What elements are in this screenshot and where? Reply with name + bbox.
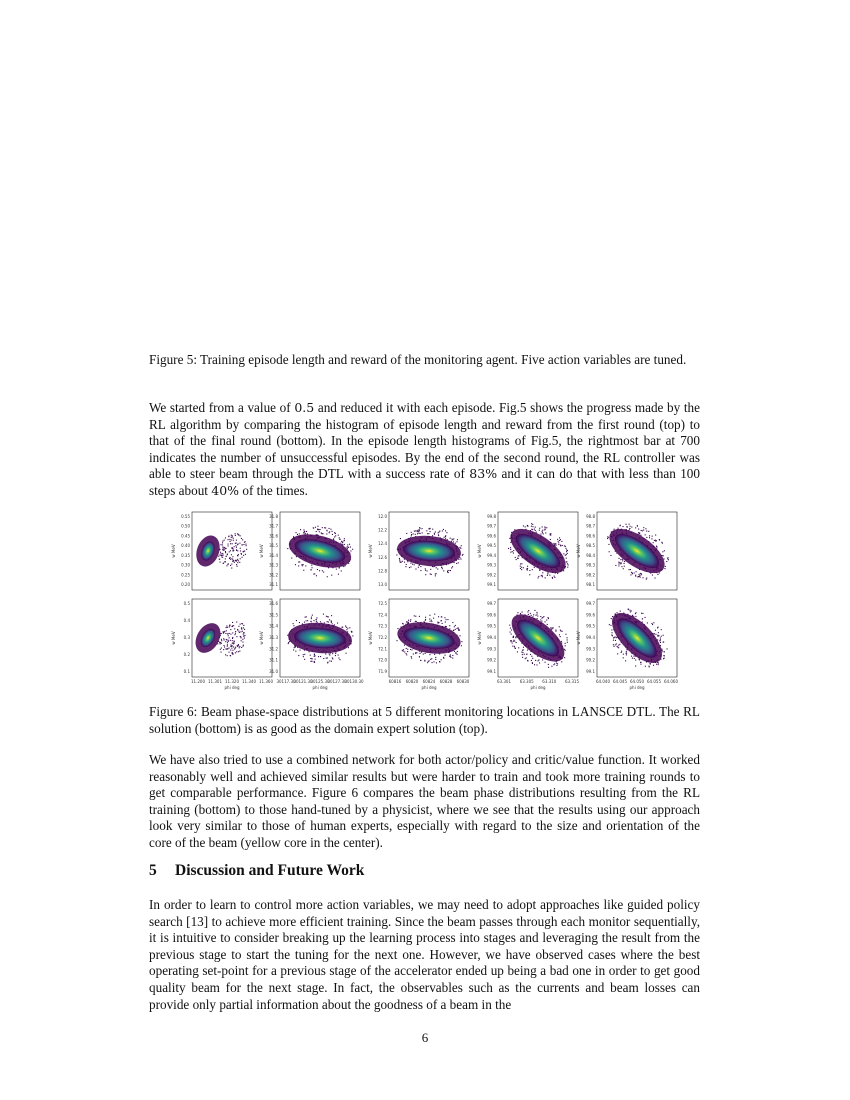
y-tick-label: 99.4	[487, 552, 496, 558]
y-tick-label: 98.7	[586, 523, 595, 529]
y-tick-label: 99.2	[487, 657, 496, 663]
x-tick-label: 63.310	[542, 679, 557, 684]
x-axis-label: phi deg	[530, 685, 546, 690]
x-axis-label: phi deg	[421, 685, 437, 690]
y-tick-label: 0.5	[183, 601, 190, 606]
x-tick-label: 30125.30	[310, 679, 330, 684]
y-tick-label: 99.3	[487, 562, 496, 568]
section-number: 5	[149, 862, 157, 879]
figure-5-caption: Figure 5: Training episode length and reward of the monitoring agent. Five action variables are tuned.	[149, 352, 687, 367]
phase-space-panel-rl-3	[368, 599, 470, 690]
x-tick-label: 63.315	[565, 679, 579, 684]
figure-6-caption: Figure 6: Beam phase-space distributions at 5 different monitoring locations in LANSCE DTL. The RL solution (bottom) is as good as the domain expert solution (top).	[149, 704, 700, 736]
y-tick-label: 71.9	[378, 669, 387, 674]
y-tick-label: 12.0	[378, 514, 387, 519]
x-tick-label: 60828	[439, 679, 453, 684]
x-tick-label: 64.055	[647, 679, 661, 684]
y-tick-label: 99.5	[487, 623, 496, 629]
phase-space-panel-rl-2	[259, 599, 364, 690]
phase-space-panel-expert-1	[171, 512, 272, 590]
x-tick-label: 63.301	[497, 679, 511, 684]
para1-text-1: We started from a value of	[149, 400, 295, 415]
x-tick-label: 60824	[422, 679, 436, 684]
x-tick-label: 11.360	[259, 679, 273, 684]
y-tick-label: 99.5	[586, 623, 595, 629]
y-tick-label: 99.6	[487, 533, 496, 539]
y-tick-label: 98.4	[586, 552, 595, 558]
y-tick-label: 0.55	[181, 514, 190, 519]
y-tick-label: 99.4	[586, 635, 595, 640]
y-tick-label: 99.2	[586, 657, 595, 663]
y-tick-label: 99.6	[586, 612, 595, 618]
y-axis-label: w MeV	[576, 631, 581, 645]
y-tick-label: 0.35	[181, 552, 190, 558]
y-tick-label: 0.30	[181, 562, 190, 568]
x-tick-label: 30130.30	[344, 679, 364, 684]
phase-space-panel-expert-2	[259, 512, 360, 590]
x-tick-label: 64.045	[613, 679, 627, 684]
y-tick-label: 31.1	[269, 657, 278, 663]
y-tick-label: 72.3	[378, 623, 387, 629]
y-tick-label: 98.5	[586, 543, 595, 549]
y-tick-label: 72.1	[378, 646, 387, 652]
x-axis-label: phi deg	[312, 685, 328, 690]
figure-6-phase-space-grid	[170, 508, 680, 694]
y-tick-label: 99.4	[487, 635, 496, 640]
x-tick-label: 11.301	[208, 679, 222, 684]
y-tick-label: 31.1	[269, 582, 278, 587]
x-tick-label: 30117.30	[276, 679, 296, 684]
y-tick-label: 98.8	[586, 514, 595, 519]
phase-space-panel-expert-3	[368, 512, 469, 590]
y-tick-label: 99.8	[487, 514, 496, 519]
y-tick-label: 99.7	[487, 601, 496, 606]
para1-text-3: and it can do that with less than 100 steps about	[149, 466, 700, 498]
y-tick-label: 0.20	[181, 582, 190, 587]
y-tick-label: 99.5	[487, 543, 496, 549]
y-tick-label: 31.5	[269, 612, 278, 618]
y-axis-label: w MeV	[259, 544, 264, 558]
y-tick-label: 99.2	[487, 572, 496, 578]
y-tick-label: 31.6	[269, 533, 278, 539]
phase-space-panel-expert-4	[477, 512, 578, 590]
y-tick-label: 72.5	[378, 601, 387, 606]
y-axis-label: w MeV	[477, 544, 482, 558]
y-tick-label: 12.4	[378, 541, 387, 547]
y-tick-label: 31.3	[269, 562, 278, 568]
y-tick-label: 0.1	[183, 669, 190, 674]
x-tick-label: 60820	[405, 679, 419, 684]
y-tick-label: 31.6	[269, 601, 278, 606]
y-tick-label: 72.4	[378, 612, 387, 618]
y-axis-label: w MeV	[477, 631, 482, 645]
y-tick-label: 0.4	[183, 618, 190, 623]
para1-text-2: and reduced it with each episode. Fig.5 shows the progress made by the RL algorithm by comparing the histogram of episode length and reward from the first round (top) to that of the final round (bottom). In the episode length histograms of Fig.5, the rightmost bar at 700 indicates the number of unsuccessful episodes. By the end of the second round, the RL controller was able to steer beam through the DTL with a success rate of	[149, 400, 700, 482]
y-tick-label: 31.4	[269, 552, 278, 558]
y-axis-label: w MeV	[368, 631, 373, 645]
y-tick-label: 99.1	[487, 669, 496, 674]
x-tick-label: 30127.30	[327, 679, 347, 684]
x-tick-label: 60816	[388, 679, 402, 684]
y-tick-label: 12.6	[378, 554, 387, 560]
y-axis-label: w MeV	[576, 544, 581, 558]
y-tick-label: 31.7	[269, 523, 278, 529]
x-axis-label: phi deg	[224, 685, 240, 690]
page-number: 6	[421, 1030, 429, 1045]
y-axis-label: w MeV	[368, 544, 373, 558]
para1-value-fraction: 40%	[211, 482, 240, 498]
y-tick-label: 99.3	[586, 646, 595, 652]
section-heading	[149, 862, 364, 880]
y-tick-label: 0.25	[181, 572, 190, 578]
x-tick-label: 64.040	[596, 679, 610, 684]
y-tick-label: 99.7	[586, 601, 595, 606]
y-tick-label: 98.2	[586, 572, 595, 578]
x-tick-label: 11.200	[191, 679, 205, 684]
phase-space-panel-rl-4	[477, 599, 579, 690]
y-tick-label: 98.3	[586, 562, 595, 568]
para1-value-success-rate: 83%	[469, 466, 498, 482]
y-axis-label: w MeV	[259, 631, 264, 645]
x-tick-label: 64.060	[664, 679, 678, 684]
y-tick-label: 98.6	[586, 533, 595, 539]
phase-space-panel-expert-5	[576, 512, 677, 590]
para1-value-epsilon: 0.5	[294, 400, 315, 415]
y-tick-label: 31.2	[269, 646, 278, 652]
section-title: Discussion and Future Work	[175, 862, 365, 879]
y-tick-label: 72.2	[378, 635, 387, 640]
phase-space-panel-rl-5	[576, 599, 678, 690]
y-tick-label: 0.50	[181, 523, 190, 529]
y-tick-label: 13.0	[378, 582, 387, 587]
y-tick-label: 0.40	[181, 543, 190, 549]
y-tick-label: 31.0	[269, 669, 278, 674]
y-tick-label: 99.7	[487, 523, 496, 529]
paragraph-results	[149, 400, 700, 500]
y-tick-label: 0.2	[183, 652, 190, 657]
paragraph-discussion: In order to learn to control more action variables, we may need to adopt approaches like guided policy search [13] to achieve more efficient training. Since the beam passes through each monitor sequentially, it is intuitive to consider breaking up the learning process into stages and leveraging the result from the previous stage to start the tuning for the next one. However, we have observed cases where the best operating set-point for a previous stage of the accelerator ended up being a bad one in order to get good quality beam for the next stage. In fact, the observables such as the currents and beam losses can provide only partial information about the goodness of a beam in the	[149, 897, 700, 1012]
y-tick-label: 0.45	[181, 533, 190, 539]
y-tick-label: 12.2	[378, 527, 387, 533]
y-tick-label: 31.5	[269, 543, 278, 549]
x-tick-label: 11.340	[242, 679, 256, 684]
y-tick-label: 99.6	[487, 612, 496, 618]
y-tick-label: 99.1	[487, 582, 496, 587]
paragraph-comparison: We have also tried to use a combined network for both actor/policy and critic/value function. It worked reasonably well and achieved similar results but were harder to train and took more training rounds to get comparable performance. Figure 6 compares the beam phase distributions resulting from the RL training (bottom) to those hand-tuned by a physicist, where we see that the results using our approach look very similar to those of human experts, especially with regard to the size and orientation of the core of the beam (yellow core in the center).	[149, 752, 700, 850]
y-tick-label: 98.1	[586, 582, 595, 587]
x-tick-label: 63.305	[519, 679, 534, 684]
x-tick-label: 11.320	[225, 679, 239, 684]
y-axis-label: w MeV	[171, 544, 176, 558]
x-tick-label: 30121.30	[293, 679, 313, 684]
x-axis-label: phi deg	[629, 685, 645, 690]
x-tick-label: 60830	[456, 679, 470, 684]
y-axis-label: w MeV	[171, 631, 176, 645]
y-tick-label: 72.0	[378, 657, 387, 663]
y-tick-label: 99.1	[586, 669, 595, 674]
y-tick-label: 0.3	[183, 635, 190, 640]
x-tick-label: 64.050	[630, 679, 644, 684]
y-tick-label: 31.4	[269, 623, 278, 629]
y-tick-label: 31.3	[269, 635, 278, 640]
para1-text-4: of the times.	[239, 482, 308, 498]
y-tick-label: 31.8	[269, 514, 278, 519]
y-tick-label: 31.2	[269, 572, 278, 578]
y-tick-label: 12.8	[378, 568, 387, 574]
y-tick-label: 99.3	[487, 646, 496, 652]
